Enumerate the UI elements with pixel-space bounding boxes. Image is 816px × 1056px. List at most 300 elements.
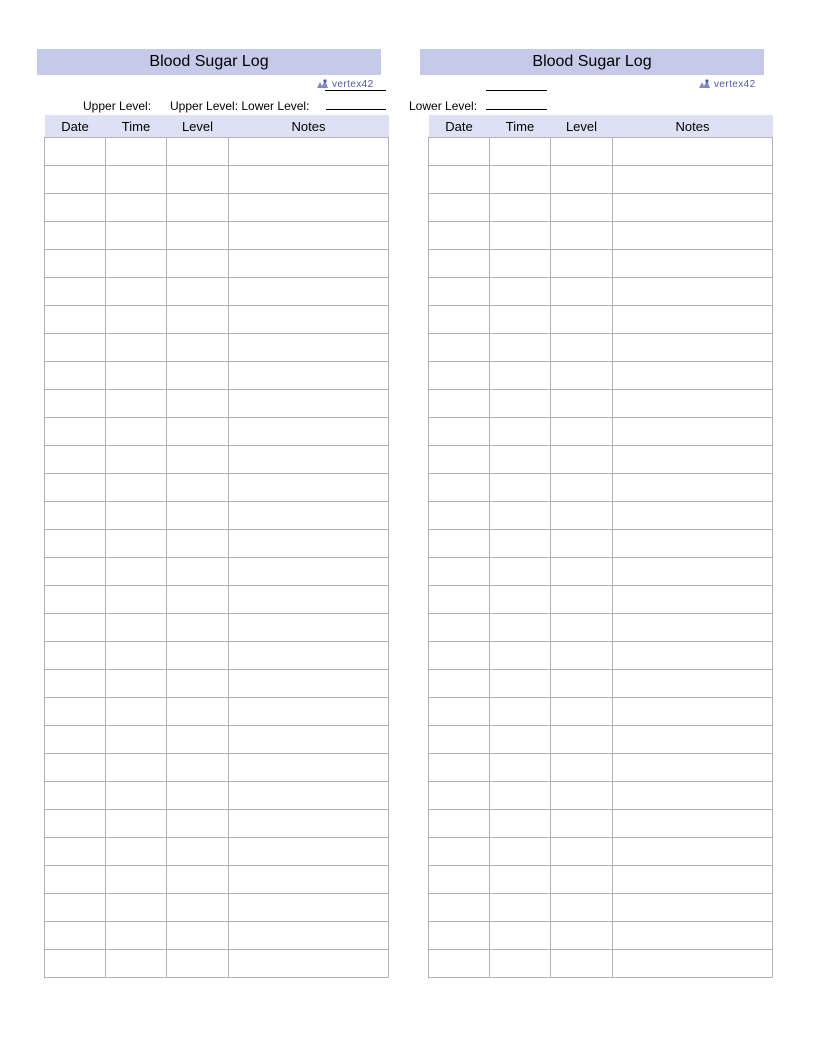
level-cell[interactable] xyxy=(167,782,229,810)
date-cell[interactable] xyxy=(45,698,106,726)
notes-cell[interactable] xyxy=(613,278,773,306)
level-cell[interactable] xyxy=(551,194,613,222)
notes-cell[interactable] xyxy=(229,866,389,894)
vertex42-logo-left xyxy=(316,77,374,91)
notes-cell[interactable] xyxy=(613,194,773,222)
time-cell[interactable] xyxy=(490,222,551,250)
table-row xyxy=(429,726,773,754)
time-cell[interactable] xyxy=(106,250,167,278)
notes-cell[interactable] xyxy=(613,362,773,390)
notes-cell[interactable] xyxy=(613,502,773,530)
table-row xyxy=(45,726,389,754)
time-cell[interactable] xyxy=(490,474,551,502)
level-cell[interactable] xyxy=(551,222,613,250)
table-row xyxy=(45,362,389,390)
notes-cell[interactable] xyxy=(229,250,389,278)
vertex42-logo-icon xyxy=(698,78,711,90)
time-cell[interactable] xyxy=(106,138,167,166)
table-row xyxy=(429,390,773,418)
level-cell[interactable] xyxy=(167,502,229,530)
table-row xyxy=(45,418,389,446)
date-cell[interactable] xyxy=(429,306,490,334)
table-row xyxy=(45,222,389,250)
level-cell[interactable] xyxy=(551,502,613,530)
notes-cell[interactable] xyxy=(613,838,773,866)
time-cell[interactable] xyxy=(106,866,167,894)
level-cell[interactable] xyxy=(551,390,613,418)
level-cell[interactable] xyxy=(551,894,613,922)
time-cell[interactable] xyxy=(490,278,551,306)
notes-cell[interactable] xyxy=(613,698,773,726)
upper-level-label: Upper Level: xyxy=(83,99,152,113)
time-cell[interactable] xyxy=(490,418,551,446)
table-row xyxy=(429,194,773,222)
date-cell[interactable] xyxy=(429,670,490,698)
time-cell[interactable] xyxy=(106,586,167,614)
table-row xyxy=(429,838,773,866)
notes-cell[interactable] xyxy=(229,166,389,194)
level-cell[interactable] xyxy=(551,642,613,670)
time-cell[interactable] xyxy=(106,474,167,502)
time-cell[interactable] xyxy=(106,642,167,670)
level-cell[interactable] xyxy=(551,922,613,950)
notes-cell[interactable] xyxy=(613,670,773,698)
time-cell[interactable] xyxy=(106,838,167,866)
level-cell[interactable] xyxy=(551,586,613,614)
level-cell[interactable] xyxy=(167,838,229,866)
notes-cell[interactable] xyxy=(229,446,389,474)
level-cell[interactable] xyxy=(551,446,613,474)
time-cell[interactable] xyxy=(490,614,551,642)
date-cell[interactable] xyxy=(45,474,106,502)
table-row xyxy=(429,474,773,502)
date-cell[interactable] xyxy=(45,362,106,390)
time-cell[interactable] xyxy=(490,362,551,390)
date-cell[interactable] xyxy=(429,922,490,950)
notes-cell[interactable] xyxy=(229,810,389,838)
notes-cell[interactable] xyxy=(613,446,773,474)
level-cell[interactable] xyxy=(551,838,613,866)
level-cell[interactable] xyxy=(551,278,613,306)
date-cell[interactable] xyxy=(45,614,106,642)
table-row xyxy=(45,306,389,334)
time-cell[interactable] xyxy=(106,222,167,250)
table-row xyxy=(429,586,773,614)
time-cell[interactable] xyxy=(490,334,551,362)
notes-cell[interactable] xyxy=(613,586,773,614)
notes-cell[interactable] xyxy=(613,558,773,586)
notes-cell[interactable] xyxy=(229,614,389,642)
table-row xyxy=(429,866,773,894)
date-cell[interactable] xyxy=(429,250,490,278)
table-row xyxy=(45,642,389,670)
date-cell[interactable] xyxy=(429,810,490,838)
notes-cell[interactable] xyxy=(613,474,773,502)
notes-cell[interactable] xyxy=(229,306,389,334)
notes-cell[interactable] xyxy=(613,866,773,894)
notes-cell[interactable] xyxy=(229,362,389,390)
notes-cell[interactable] xyxy=(229,698,389,726)
time-cell[interactable] xyxy=(490,502,551,530)
date-cell[interactable] xyxy=(45,530,106,558)
notes-cell[interactable] xyxy=(229,138,389,166)
level-cell[interactable] xyxy=(167,894,229,922)
notes-cell[interactable] xyxy=(229,418,389,446)
notes-cell[interactable] xyxy=(229,950,389,978)
notes-cell[interactable] xyxy=(229,278,389,306)
notes-cell[interactable] xyxy=(613,642,773,670)
table-row xyxy=(45,530,389,558)
date-cell[interactable] xyxy=(429,586,490,614)
time-cell[interactable] xyxy=(106,950,167,978)
table-row xyxy=(45,250,389,278)
time-cell[interactable] xyxy=(106,558,167,586)
table-row xyxy=(45,278,389,306)
level-cell[interactable] xyxy=(551,782,613,810)
level-cell[interactable] xyxy=(167,166,229,194)
time-cell[interactable] xyxy=(106,166,167,194)
table-row xyxy=(45,838,389,866)
notes-cell[interactable] xyxy=(229,726,389,754)
date-cell[interactable] xyxy=(429,782,490,810)
date-cell[interactable] xyxy=(429,390,490,418)
time-cell[interactable] xyxy=(106,390,167,418)
time-cell[interactable] xyxy=(490,558,551,586)
notes-cell[interactable] xyxy=(613,614,773,642)
date-cell[interactable] xyxy=(429,446,490,474)
level-cell[interactable] xyxy=(167,250,229,278)
table-row xyxy=(45,950,389,978)
date-cell[interactable] xyxy=(429,838,490,866)
date-cell[interactable] xyxy=(429,698,490,726)
table-row xyxy=(429,782,773,810)
level-cell[interactable] xyxy=(551,334,613,362)
notes-cell[interactable] xyxy=(613,726,773,754)
level-cell[interactable] xyxy=(551,614,613,642)
notes-cell[interactable] xyxy=(229,838,389,866)
column-header-time: Time xyxy=(490,115,551,138)
table-row xyxy=(429,642,773,670)
date-cell[interactable] xyxy=(429,474,490,502)
time-cell[interactable] xyxy=(106,894,167,922)
date-cell[interactable] xyxy=(45,810,106,838)
date-cell[interactable] xyxy=(429,866,490,894)
time-cell[interactable] xyxy=(490,390,551,418)
date-cell[interactable] xyxy=(45,866,106,894)
date-cell[interactable] xyxy=(45,838,106,866)
time-cell[interactable] xyxy=(490,894,551,922)
level-cell[interactable] xyxy=(167,194,229,222)
date-cell[interactable] xyxy=(429,754,490,782)
notes-cell[interactable] xyxy=(229,502,389,530)
date-cell[interactable] xyxy=(45,922,106,950)
time-cell[interactable] xyxy=(490,586,551,614)
date-cell[interactable] xyxy=(429,558,490,586)
date-cell[interactable] xyxy=(45,950,106,978)
time-cell[interactable] xyxy=(106,670,167,698)
table-row xyxy=(429,138,773,166)
time-cell[interactable] xyxy=(106,922,167,950)
notes-cell[interactable] xyxy=(613,754,773,782)
level-cell[interactable] xyxy=(551,418,613,446)
time-cell[interactable] xyxy=(106,306,167,334)
time-cell[interactable] xyxy=(490,810,551,838)
notes-cell[interactable] xyxy=(229,334,389,362)
column-header-time: Time xyxy=(106,115,167,138)
date-cell[interactable] xyxy=(429,614,490,642)
level-cell[interactable] xyxy=(551,698,613,726)
level-cell[interactable] xyxy=(551,530,613,558)
date-cell[interactable] xyxy=(45,558,106,586)
level-cell[interactable] xyxy=(167,558,229,586)
log-title-left: Blood Sugar Log xyxy=(37,49,381,75)
column-header-date: Date xyxy=(429,115,490,138)
table-row xyxy=(429,502,773,530)
date-cell[interactable] xyxy=(45,222,106,250)
level-cell[interactable] xyxy=(167,642,229,670)
table-row xyxy=(45,922,389,950)
notes-cell[interactable] xyxy=(229,194,389,222)
date-cell[interactable] xyxy=(45,278,106,306)
level-cell[interactable] xyxy=(551,754,613,782)
level-cell[interactable] xyxy=(167,390,229,418)
table-row xyxy=(45,138,389,166)
table-row xyxy=(45,446,389,474)
level-cell[interactable] xyxy=(551,138,613,166)
notes-cell[interactable] xyxy=(613,138,773,166)
time-cell[interactable] xyxy=(106,754,167,782)
time-cell[interactable] xyxy=(106,698,167,726)
level-cell[interactable] xyxy=(551,250,613,278)
date-cell[interactable] xyxy=(45,670,106,698)
level-cell[interactable] xyxy=(167,474,229,502)
header-row xyxy=(45,115,389,138)
level-cell[interactable] xyxy=(551,810,613,838)
level-cell[interactable] xyxy=(167,222,229,250)
level-cell[interactable] xyxy=(167,306,229,334)
time-cell[interactable] xyxy=(106,726,167,754)
notes-cell[interactable] xyxy=(229,894,389,922)
level-cell[interactable] xyxy=(551,670,613,698)
time-cell[interactable] xyxy=(490,194,551,222)
time-cell[interactable] xyxy=(106,614,167,642)
table-row xyxy=(45,894,389,922)
notes-cell[interactable] xyxy=(229,586,389,614)
date-cell[interactable] xyxy=(429,334,490,362)
date-cell[interactable] xyxy=(429,950,490,978)
date-cell[interactable] xyxy=(429,726,490,754)
level-cell[interactable] xyxy=(167,362,229,390)
time-cell[interactable] xyxy=(106,278,167,306)
notes-cell[interactable] xyxy=(229,642,389,670)
table-row xyxy=(45,810,389,838)
date-cell[interactable] xyxy=(429,530,490,558)
upper-level-line-right[interactable] xyxy=(486,90,547,91)
date-cell[interactable] xyxy=(45,306,106,334)
notes-cell[interactable] xyxy=(229,474,389,502)
notes-cell[interactable] xyxy=(229,558,389,586)
notes-cell[interactable] xyxy=(613,782,773,810)
time-cell[interactable] xyxy=(490,754,551,782)
date-cell[interactable] xyxy=(429,166,490,194)
table-row xyxy=(45,558,389,586)
table-row xyxy=(429,810,773,838)
table-row xyxy=(45,782,389,810)
lower-level-label: Lower Level: xyxy=(409,99,478,113)
time-cell[interactable] xyxy=(490,950,551,978)
time-cell[interactable] xyxy=(490,166,551,194)
column-header-notes: Notes xyxy=(613,115,773,138)
notes-cell[interactable] xyxy=(613,166,773,194)
date-cell[interactable] xyxy=(429,194,490,222)
level-cell[interactable] xyxy=(167,866,229,894)
notes-cell[interactable] xyxy=(229,670,389,698)
date-cell[interactable] xyxy=(45,894,106,922)
notes-cell[interactable] xyxy=(613,306,773,334)
level-cell[interactable] xyxy=(167,446,229,474)
lower-level-line-right[interactable] xyxy=(486,109,547,110)
date-cell[interactable] xyxy=(45,334,106,362)
level-cell[interactable] xyxy=(167,754,229,782)
time-cell[interactable] xyxy=(490,866,551,894)
date-cell[interactable] xyxy=(45,446,106,474)
table-row xyxy=(45,614,389,642)
time-cell[interactable] xyxy=(490,642,551,670)
level-cell[interactable] xyxy=(167,922,229,950)
column-header-level: Level xyxy=(167,115,229,138)
table-row xyxy=(45,194,389,222)
time-cell[interactable] xyxy=(490,446,551,474)
level-cell[interactable] xyxy=(167,334,229,362)
table-row xyxy=(45,670,389,698)
date-cell[interactable] xyxy=(429,222,490,250)
notes-cell[interactable] xyxy=(613,222,773,250)
time-cell[interactable] xyxy=(490,530,551,558)
notes-cell[interactable] xyxy=(613,922,773,950)
lower-level-line-left[interactable] xyxy=(326,109,386,110)
date-cell[interactable] xyxy=(45,194,106,222)
time-cell[interactable] xyxy=(490,838,551,866)
log-title-right: Blood Sugar Log xyxy=(420,49,764,75)
date-cell[interactable] xyxy=(45,138,106,166)
time-cell[interactable] xyxy=(490,782,551,810)
date-cell[interactable] xyxy=(45,754,106,782)
notes-cell[interactable] xyxy=(613,950,773,978)
notes-cell[interactable] xyxy=(613,334,773,362)
level-cell[interactable] xyxy=(167,698,229,726)
time-cell[interactable] xyxy=(106,446,167,474)
level-cell[interactable] xyxy=(551,474,613,502)
level-cell[interactable] xyxy=(167,950,229,978)
date-cell[interactable] xyxy=(429,502,490,530)
date-cell[interactable] xyxy=(45,166,106,194)
notes-cell[interactable] xyxy=(229,754,389,782)
time-cell[interactable] xyxy=(490,922,551,950)
notes-cell[interactable] xyxy=(229,922,389,950)
notes-cell[interactable] xyxy=(229,222,389,250)
time-cell[interactable] xyxy=(106,418,167,446)
logo-underline xyxy=(325,90,386,91)
level-cell[interactable] xyxy=(551,166,613,194)
date-cell[interactable] xyxy=(429,642,490,670)
notes-cell[interactable] xyxy=(613,390,773,418)
date-cell[interactable] xyxy=(45,418,106,446)
table-row xyxy=(429,334,773,362)
date-cell[interactable] xyxy=(45,642,106,670)
date-cell[interactable] xyxy=(45,726,106,754)
level-cell[interactable] xyxy=(167,726,229,754)
level-cell[interactable] xyxy=(551,950,613,978)
time-cell[interactable] xyxy=(106,502,167,530)
date-cell[interactable] xyxy=(45,502,106,530)
notes-cell[interactable] xyxy=(613,418,773,446)
level-cell[interactable] xyxy=(167,586,229,614)
table-row xyxy=(429,362,773,390)
level-cell[interactable] xyxy=(551,558,613,586)
date-cell[interactable] xyxy=(429,278,490,306)
notes-cell[interactable] xyxy=(229,782,389,810)
level-cell[interactable] xyxy=(167,138,229,166)
level-cell[interactable] xyxy=(167,614,229,642)
date-cell[interactable] xyxy=(429,418,490,446)
time-cell[interactable] xyxy=(106,530,167,558)
level-cell[interactable] xyxy=(167,810,229,838)
time-cell[interactable] xyxy=(106,334,167,362)
date-cell[interactable] xyxy=(429,138,490,166)
notes-cell[interactable] xyxy=(613,894,773,922)
notes-cell[interactable] xyxy=(229,390,389,418)
date-cell[interactable] xyxy=(429,362,490,390)
date-cell[interactable] xyxy=(45,586,106,614)
notes-cell[interactable] xyxy=(613,530,773,558)
log-table-left xyxy=(44,115,389,978)
level-cell[interactable] xyxy=(167,530,229,558)
table-row xyxy=(429,670,773,698)
level-cell[interactable] xyxy=(167,670,229,698)
level-cell[interactable] xyxy=(551,306,613,334)
time-cell[interactable] xyxy=(490,726,551,754)
date-cell[interactable] xyxy=(45,250,106,278)
time-cell[interactable] xyxy=(490,306,551,334)
notes-cell[interactable] xyxy=(613,810,773,838)
level-cell[interactable] xyxy=(167,418,229,446)
date-cell[interactable] xyxy=(429,894,490,922)
level-cell[interactable] xyxy=(551,726,613,754)
time-cell[interactable] xyxy=(490,250,551,278)
table-row xyxy=(429,418,773,446)
table-row xyxy=(429,306,773,334)
time-cell[interactable] xyxy=(106,362,167,390)
table-row xyxy=(45,866,389,894)
table-row xyxy=(429,754,773,782)
level-cell[interactable] xyxy=(167,278,229,306)
notes-cell[interactable] xyxy=(613,250,773,278)
level-cell[interactable] xyxy=(551,362,613,390)
date-cell[interactable] xyxy=(45,782,106,810)
time-cell[interactable] xyxy=(490,670,551,698)
notes-cell[interactable] xyxy=(229,530,389,558)
time-cell[interactable] xyxy=(106,810,167,838)
time-cell[interactable] xyxy=(490,698,551,726)
time-cell[interactable] xyxy=(490,138,551,166)
date-cell[interactable] xyxy=(45,390,106,418)
upper-lower-level-label: Upper Level: Lower Level: xyxy=(170,99,310,113)
logo-text: vertex42 xyxy=(714,78,756,90)
time-cell[interactable] xyxy=(106,782,167,810)
time-cell[interactable] xyxy=(106,194,167,222)
level-cell[interactable] xyxy=(551,866,613,894)
table-row xyxy=(429,250,773,278)
